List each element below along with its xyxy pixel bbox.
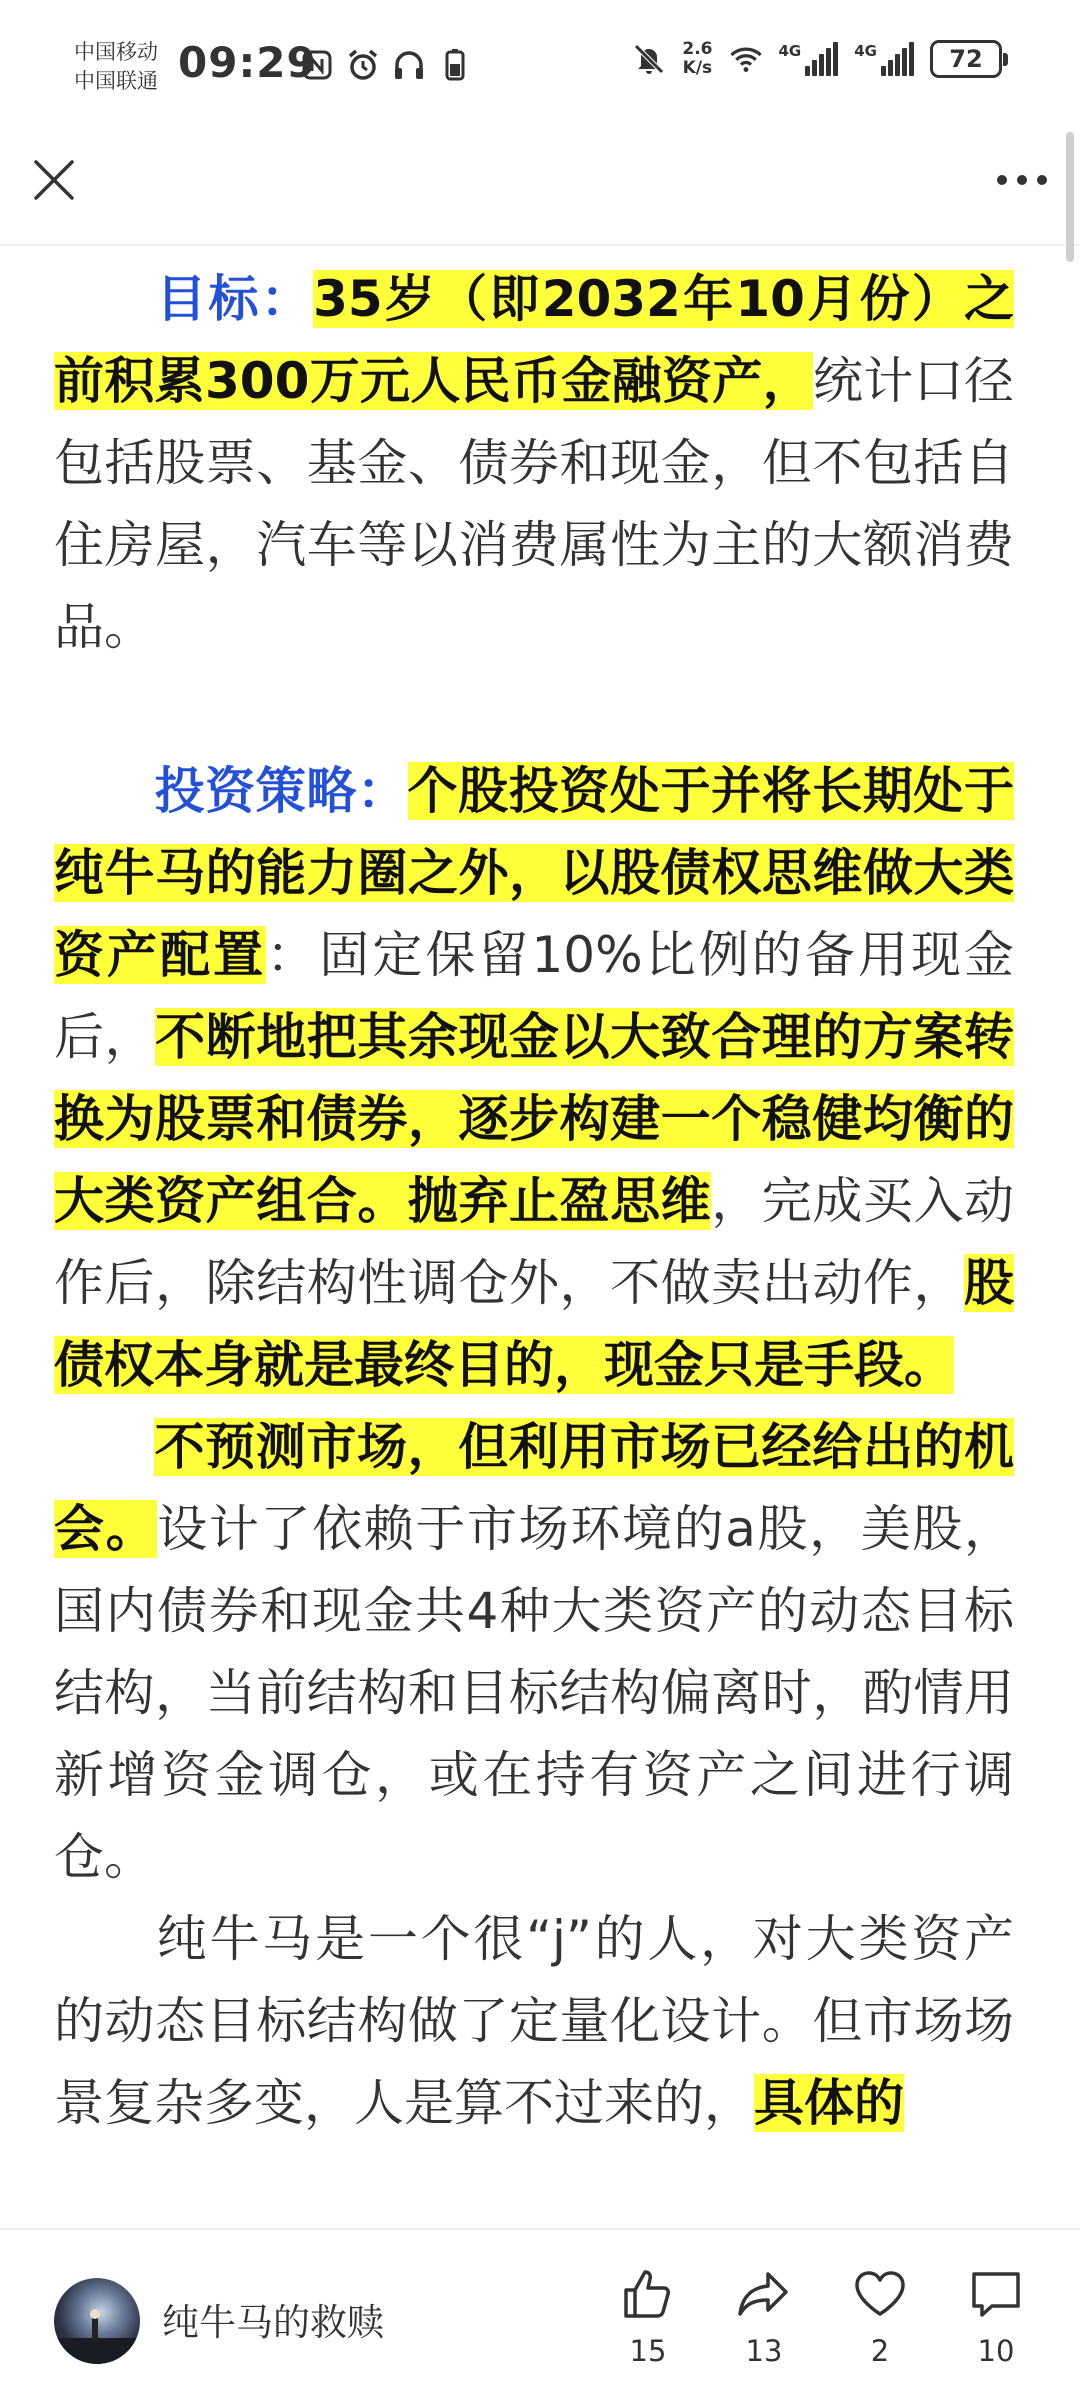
share-count: 13 [745, 2334, 783, 2368]
status-icons-right [632, 40, 1002, 78]
close-icon [32, 158, 76, 202]
like-count: 15 [629, 2334, 667, 2368]
like-button[interactable] [590, 2266, 706, 2368]
share-button[interactable] [706, 2266, 822, 2368]
wifi-icon [729, 42, 763, 76]
network-type-2: 4G [854, 42, 877, 60]
battery-icon [930, 40, 1002, 78]
share-icon [736, 2266, 792, 2322]
alarm-icon [346, 48, 380, 82]
paragraph-market [54, 1406, 1014, 1898]
scrollbar[interactable] [1066, 132, 1074, 262]
network-type-1: 4G [778, 42, 802, 60]
strategy-text-2: ，完成买入动作后，除结构性调仓外，不做卖出动作， [54, 1172, 1014, 1312]
mute-bell-icon [632, 42, 666, 76]
nfc-icon [300, 48, 334, 82]
signal-sim1 [779, 42, 839, 76]
goal-text: 统计口径包括股票、基金、债券和现金，但不包括自住房屋，汽车等以消费属性为主的大额消费品。 [54, 352, 1014, 656]
goal-highlight: 35岁（即2032年10月份）之前积累300万元人民币金融资产， [54, 270, 1014, 410]
design-text: 纯牛马是一个很“j”的人，对大类资产的动态目标结构做了定量化设计。但市场场景复杂多变，人是算不过来的， [54, 1910, 1014, 2132]
market-text: 设计了依赖于市场环境的a股，美股，国内债券和现金共4种大类资产的动态目标结构，当前结构和目标结构偏离时，酌情用新增资金调仓，或在持有资产之间进行调仓。 [54, 1500, 1014, 1886]
favorite-button[interactable] [822, 2266, 938, 2368]
phone-battery-icon [438, 48, 472, 82]
clock: 09:29 [178, 38, 317, 87]
strategy-text-1: ：固定保留10%比例的备用现金后， [54, 926, 1014, 1066]
action-bar [590, 2266, 1054, 2368]
top-nav [0, 128, 1080, 246]
network-speed [682, 40, 712, 78]
status-icons [300, 48, 472, 82]
strategy-highlight-3: 股债权本身就是最终目的，现金只是手段。 [54, 1254, 1014, 1394]
carrier-1: 中国移动 [74, 40, 158, 64]
strategy-highlight-2: 不断地把其余现金以大致合理的方案转换为股票和债券，逐步构建一个稳健均衡的大类资产组合。抛弃止盈思维 [54, 1008, 1014, 1230]
more-button[interactable] [992, 150, 1052, 210]
close-button[interactable] [24, 150, 84, 210]
network-speed-value: 2.6 [682, 39, 713, 59]
bottom-bar [0, 2228, 1080, 2392]
comment-count: 10 [977, 2334, 1015, 2368]
status-bar [0, 0, 1080, 128]
favorite-count: 2 [870, 2334, 890, 2368]
author-avatar[interactable] [54, 2278, 140, 2364]
goal-label: 目标： [154, 270, 314, 328]
headphones-icon [392, 48, 426, 82]
article-body [54, 258, 1014, 2208]
strategy-highlight-1: 个股投资处于并将长期处于纯牛马的能力圈之外，以股债权思维做大类资产配置 [54, 762, 1014, 984]
comment-icon [968, 2266, 1024, 2322]
battery-level: 72 [949, 45, 983, 73]
network-speed-unit: K/s [682, 58, 713, 78]
strategy-label: 投资策略： [154, 762, 408, 820]
design-highlight: 具体的 [754, 2074, 904, 2132]
heart-icon [852, 2266, 908, 2322]
signal-sim2 [854, 42, 914, 76]
author-name[interactable]: 纯牛马的救赎 [162, 2301, 384, 2344]
carrier-info [74, 38, 158, 96]
market-highlight: 不预测市场，但利用市场已经给出的机会。 [54, 1418, 1014, 1558]
carrier-2: 中国联通 [74, 69, 158, 93]
comment-button[interactable] [938, 2266, 1054, 2368]
more-dots-icon [996, 174, 1048, 186]
paragraph-design [54, 1898, 1014, 2144]
paragraph-strategy [54, 750, 1014, 1406]
paragraph-goal [54, 258, 1014, 668]
thumbs-up-icon [620, 2266, 676, 2322]
